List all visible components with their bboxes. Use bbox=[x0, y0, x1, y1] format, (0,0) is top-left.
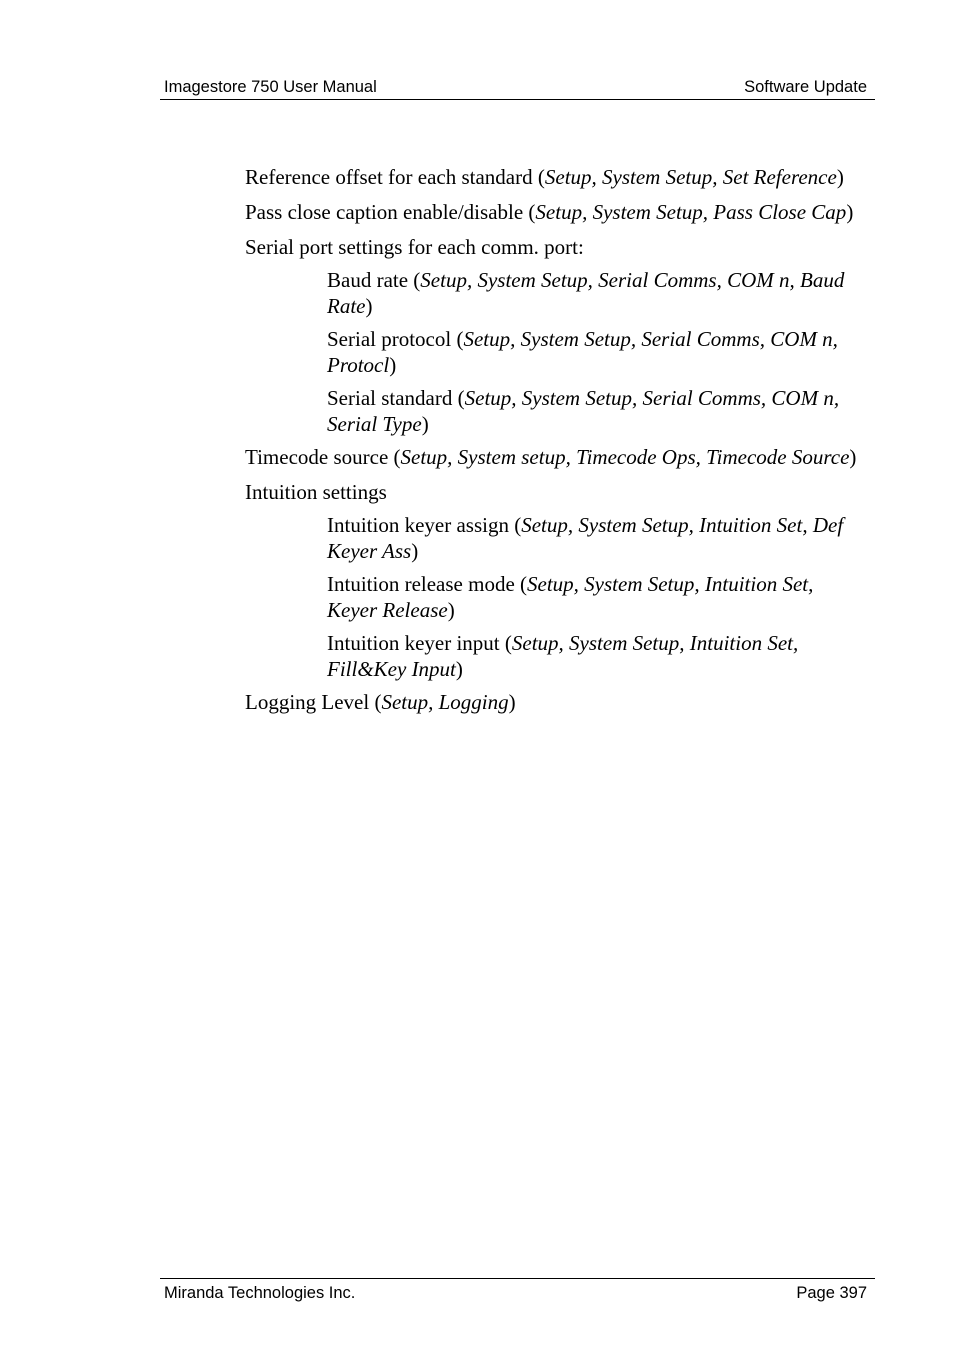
list-item-serial-port-settings: Serial port settings for each comm. port: bbox=[245, 235, 584, 259]
list-item-reference-offset: Reference offset for each standard (Setup, System Setup, Set Reference) bbox=[245, 165, 844, 189]
list-item-serial-protocol: Serial protocol (Setup, System Setup, Serial Comms, COM n, Protocl) bbox=[327, 327, 838, 377]
menu-path: Setup, System Setup, Intuition Set, Def Keyer Ass bbox=[327, 513, 844, 563]
menu-path: Setup, System Setup, Serial Comms, COM n, Baud Rate bbox=[327, 268, 845, 318]
list-item-intuition-settings: Intuition settings bbox=[245, 480, 387, 504]
list-item-baud-rate: Baud rate (Setup, System Setup, Serial Comms, COM n, Baud Rate) bbox=[327, 268, 845, 318]
list-item-intuition-release-mode: Intuition release mode (Setup, System Setup, Intuition Set, Keyer Release) bbox=[327, 572, 814, 622]
menu-path: Setup, Logging bbox=[381, 690, 509, 714]
header-section-title: Software Update bbox=[744, 78, 867, 96]
menu-path: Setup, System Setup, Intuition Set, Fill&Key Input bbox=[327, 631, 799, 681]
list-item-intuition-keyer-input: Intuition keyer input (Setup, System Setup, Intuition Set, Fill&Key Input) bbox=[327, 631, 799, 681]
list-item-logging-level: Logging Level (Setup, Logging) bbox=[245, 690, 516, 714]
page-header bbox=[160, 76, 875, 100]
menu-path: Setup, System Setup, Serial Comms, COM n, Protocl bbox=[327, 327, 838, 377]
list-item-pass-close-caption: Pass close caption enable/disable (Setup, System Setup, Pass Close Cap) bbox=[245, 200, 854, 224]
list-item-serial-standard: Serial standard (Setup, System Setup, Serial Comms, COM n, Serial Type) bbox=[327, 386, 840, 436]
list-item-timecode-source: Timecode source (Setup, System setup, Timecode Ops, Timecode Source) bbox=[245, 445, 857, 469]
settings-list bbox=[245, 164, 865, 724]
menu-path: Setup, System Setup, Serial Comms, COM n, Serial Type bbox=[327, 386, 840, 436]
page-footer bbox=[160, 1278, 875, 1304]
menu-path: Setup, System setup, Timecode Ops, Timecode Source bbox=[400, 445, 850, 469]
list-item-intuition-keyer-assign: Intuition keyer assign (Setup, System Setup, Intuition Set, Def Keyer Ass) bbox=[327, 513, 844, 563]
menu-path: Setup, System Setup, Set Reference bbox=[544, 165, 837, 189]
menu-path: Setup, System Setup, Pass Close Cap bbox=[535, 200, 847, 224]
header-manual-title: Imagestore 750 User Manual bbox=[164, 78, 377, 96]
footer-company: Miranda Technologies Inc. bbox=[164, 1284, 356, 1302]
footer-page-number: Page 397 bbox=[796, 1284, 867, 1302]
menu-path: Setup, System Setup, Intuition Set, Keyer Release bbox=[327, 572, 814, 622]
